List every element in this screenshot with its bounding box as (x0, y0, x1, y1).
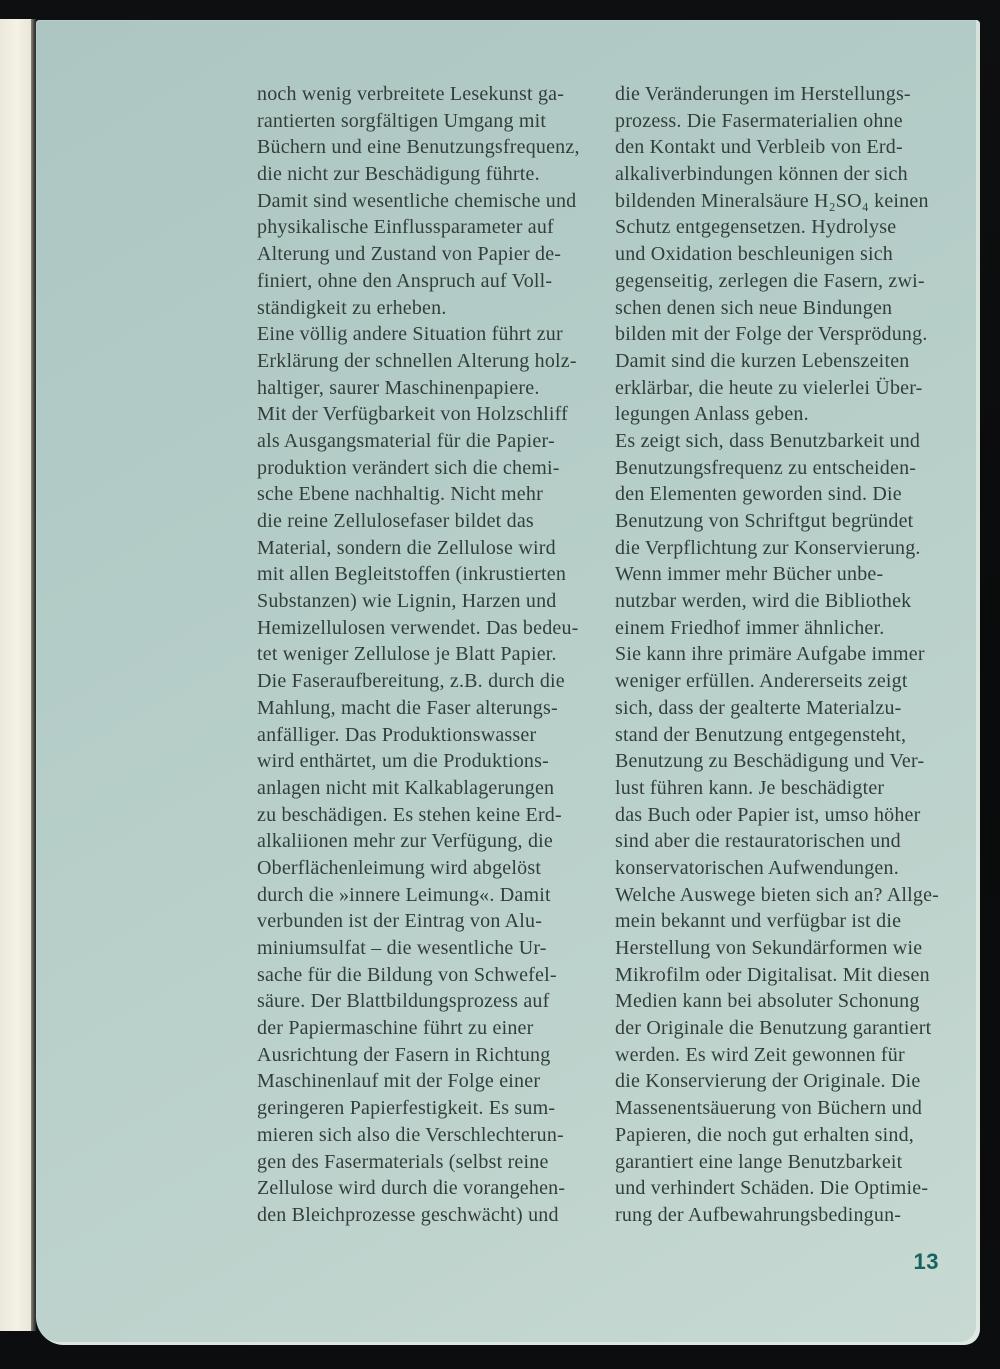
text-line: lust führen kann. Je beschädigter (615, 776, 885, 799)
text-line: sche Ebene nachhaltig. Nicht mehr (257, 483, 543, 506)
text-line: werden. Es wird Zeit gewonnen für (615, 1043, 905, 1066)
text-line: bildenden Mineralsäure H₂SO₄ keinen (615, 189, 929, 212)
text-line: der Originale die Benutzung garantiert (615, 1017, 932, 1040)
text-line: sind aber die restauratorischen und (615, 830, 901, 853)
text-line: noch wenig verbreitete Lesekunst ga- (257, 83, 565, 105)
text-line: produktion verändert sich die chemi- (257, 456, 560, 479)
text-line: schen denen sich neue Bindungen (615, 296, 893, 319)
text-line: Benutzung zu Beschädigung und Ver- (615, 750, 925, 773)
text-line: Oberflächenleimung wird abgelöst (257, 856, 542, 879)
text-line: Mahlung, macht die Faser alterungs- (257, 696, 558, 719)
text-line: Eine völlig andere Situation führt zur (257, 323, 563, 346)
text-line: miniumsulfat – die wesentliche Ur- (257, 937, 547, 959)
text-line: und verhindert Schäden. Die Optimie- (615, 1177, 929, 1200)
text-line: Zellulose wird durch die vorangehen- (257, 1177, 566, 1200)
text-line: alkaliverbindungen können der sich (615, 163, 908, 186)
text-line: gegenseitig, zerlegen die Fasern, zwi- (615, 269, 925, 292)
page-number: 13 (913, 1249, 939, 1274)
text-line: mieren sich also die Verschlechterun- (257, 1123, 564, 1146)
text-line: den Elementen geworden sind. Die (615, 483, 902, 506)
text-line: weniger erfüllen. Andererseits zeigt (615, 670, 908, 693)
text-line: die nicht zur Beschädigung führte. (257, 163, 540, 186)
text-line: Die Faseraufbereitung, z.B. durch die (257, 670, 565, 693)
text-line: zu beschädigen. Es stehen keine Erd- (257, 803, 562, 826)
text-line: prozess. Die Fasermaterialien ohne (615, 109, 903, 132)
text-line: Es zeigt sich, dass Benutzbarkeit und (615, 429, 921, 452)
text-line: Alterung und Zustand von Papier de- (257, 243, 562, 266)
text-line: Benutzung von Schriftgut begründet (615, 510, 914, 532)
text-line: als Ausgangsmaterial für die Papier- (257, 429, 555, 452)
text-line: Schutz entgegensetzen. Hydrolyse (615, 216, 897, 239)
text-line: Sie kann ihre primäre Aufgabe immer (615, 643, 925, 666)
text-line: den Kontakt und Verbleib von Erd- (615, 136, 903, 159)
text-line: konservatorischen Aufwendungen. (615, 856, 899, 879)
text-line: mein bekannt und verfügbar ist die (615, 910, 902, 933)
text-line: geringeren Papierfestigkeit. Es sum- (257, 1097, 556, 1120)
text-line: Maschinenlauf mit der Folge einer (257, 1070, 541, 1093)
text-line: einem Friedhof immer ähnlicher. (615, 616, 885, 639)
text-line: die Veränderungen im Herstellungs- (615, 83, 911, 105)
text-line: Mit der Verfügbarkeit von Holzschliff (257, 403, 569, 426)
text-line: anlagen nicht mit Kalkablagerungen (257, 776, 555, 799)
text-line: sache für die Bildung von Schwefel- (257, 963, 557, 986)
text-line: den Bleichprozesse geschwächt) und (257, 1203, 559, 1226)
text-line: Benutzungsfrequenz zu entscheiden- (615, 456, 917, 479)
text-line: mit allen Begleitstoffen (inkrustierten (257, 563, 567, 586)
text-line: Substanzen) wie Lignin, Harzen und (257, 590, 557, 613)
text-line: verbunden ist der Eintrag von Alu- (257, 910, 543, 933)
text-line: gen des Fasermaterials (selbst reine (257, 1150, 549, 1173)
text-line: Wenn immer mehr Bücher unbe- (615, 563, 884, 586)
text-line: Hemizellulosen verwendet. Das bedeu- (257, 616, 579, 639)
text-line: anfälliger. Das Produktionswasser (257, 723, 537, 746)
book-fore-edge-strip (0, 19, 31, 1331)
text-column-left (257, 81, 588, 1229)
text-line: Welche Auswege bieten sich an? Allge- (615, 883, 940, 906)
text-line: tet weniger Zellulose je Blatt Papier. (257, 643, 557, 666)
book-page (36, 20, 980, 1345)
text-line: rung der Aufbewahrungsbedingun- (615, 1203, 902, 1226)
text-line: Mikrofilm oder Digitalisat. Mit diesen (615, 963, 930, 986)
text-line: säure. Der Blattbildungsprozess auf (257, 990, 550, 1013)
text-line: wird enthärtet, um die Produktions- (257, 750, 549, 773)
text-line: durch die »innere Leimung«. Damit (257, 883, 551, 906)
text-line: Herstellung von Sekundärformen wie (615, 937, 923, 959)
text-line: rantierten sorgfältigen Umgang mit (257, 109, 547, 132)
text-line: nutzbar werden, wird die Bibliothek (615, 590, 912, 613)
text-line: sich, dass der gealterte Materialzu- (615, 696, 902, 719)
text-line: physikalische Einflussparameter auf (257, 216, 554, 239)
text-line: das Buch oder Papier ist, umso höher (615, 803, 921, 826)
text-line: und Oxidation beschleunigen sich (615, 243, 894, 266)
text-line: haltiger, saurer Maschinenpapiere. (257, 376, 540, 399)
text-line: Ausrichtung der Fasern in Richtung (257, 1043, 551, 1066)
text-line: Damit sind wesentliche chemische und (257, 189, 577, 212)
text-line: legungen Anlass geben. (615, 403, 809, 426)
text-line: Büchern und eine Benutzungsfrequenz, (257, 136, 580, 159)
text-line: Erklärung der schnellen Alterung holz- (257, 349, 577, 372)
text-line: Papieren, die noch gut erhalten sind, (615, 1123, 914, 1146)
text-column-right (615, 81, 946, 1229)
text-line: garantiert eine lange Benutzbarkeit (615, 1150, 903, 1173)
text-line: die Konservierung der Originale. Die (615, 1070, 921, 1093)
text-line: Medien kann bei absoluter Schonung (615, 990, 920, 1013)
text-line: der Papiermaschine führt zu einer (257, 1017, 534, 1040)
text-line: erklärbar, die heute zu vielerlei Über- (615, 376, 923, 399)
two-column-text (257, 81, 946, 1229)
text-line: bilden mit der Folge der Versprödung. (615, 323, 928, 346)
text-line: Massenentsäuerung von Büchern und (615, 1097, 923, 1120)
text-line: die Verpflichtung zur Konservierung. (615, 536, 921, 559)
text-line: alkaliionen mehr zur Verfügung, die (257, 830, 553, 853)
text-line: Material, sondern die Zellulose wird (257, 536, 556, 559)
text-line: finiert, ohne den Anspruch auf Voll- (257, 269, 553, 292)
text-line: stand der Benutzung entgegensteht, (615, 723, 907, 746)
text-line: ständigkeit zu erheben. (257, 296, 447, 319)
text-line: Damit sind die kurzen Lebenszeiten (615, 349, 910, 372)
text-line: die reine Zellulosefaser bildet das (257, 510, 534, 532)
